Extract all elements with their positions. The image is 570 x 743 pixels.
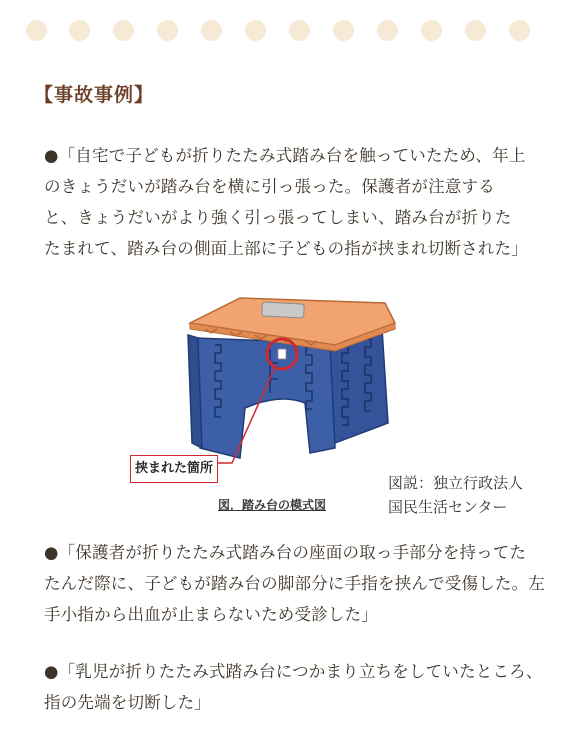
- credit-line: 国民生活センター: [388, 498, 508, 516]
- accident-case-2: [44, 537, 544, 630]
- decor-dot: [201, 20, 222, 41]
- decor-dot: [465, 20, 486, 41]
- case-1-line: ●「自宅で子どもが折りたたみ式踏み台を触っていたため、年上: [44, 146, 526, 165]
- decor-dot: [289, 20, 310, 41]
- case-3-line: 指の先端を切断した」: [44, 693, 211, 712]
- decorative-dot-row: [0, 20, 570, 44]
- step-stool-diagram: [120, 283, 540, 523]
- decor-dot: [245, 20, 266, 41]
- case-1-line: のきょうだいが踏み台を横に引っ張った。保護者が注意する: [44, 177, 495, 196]
- pinch-point-label: 挟まれた箇所: [130, 455, 218, 483]
- case-2-line: たんだ際に、子どもが踏み台の脚部分に手指を挟んで受傷した。左: [44, 574, 545, 593]
- case-1-line: と、きょうだいがより強く引っ張ってしまい、踏み台が折りた: [44, 208, 512, 227]
- decor-dot: [377, 20, 398, 41]
- decor-dot: [421, 20, 442, 41]
- case-2-line: ●「保護者が折りたたみ式踏み台の座面の取っ手部分を持ってた: [44, 543, 527, 562]
- accident-case-1: [44, 140, 544, 264]
- case-3-line: ●「乳児が折りたたみ式踏み台につかまり立ちをしていたところ、: [44, 662, 543, 681]
- figure-caption: 図．踏み台の模式図: [218, 498, 327, 512]
- case-1-line: たまれて、踏み台の側面上部に子どもの指が挟まれ切断された」: [44, 239, 528, 258]
- accident-case-3: [44, 656, 544, 718]
- figure-credit: [388, 471, 523, 519]
- decor-dot: [333, 20, 354, 41]
- decor-dot: [509, 20, 530, 41]
- decor-dot: [113, 20, 134, 41]
- decor-dot: [26, 20, 47, 41]
- decor-dot: [69, 20, 90, 41]
- decor-dot: [157, 20, 178, 41]
- case-2-line: 手小指から出血が止まらないため受診した」: [44, 605, 378, 624]
- credit-line: 図説：独立行政法人: [388, 474, 524, 492]
- section-heading: 【事故事例】: [34, 84, 155, 106]
